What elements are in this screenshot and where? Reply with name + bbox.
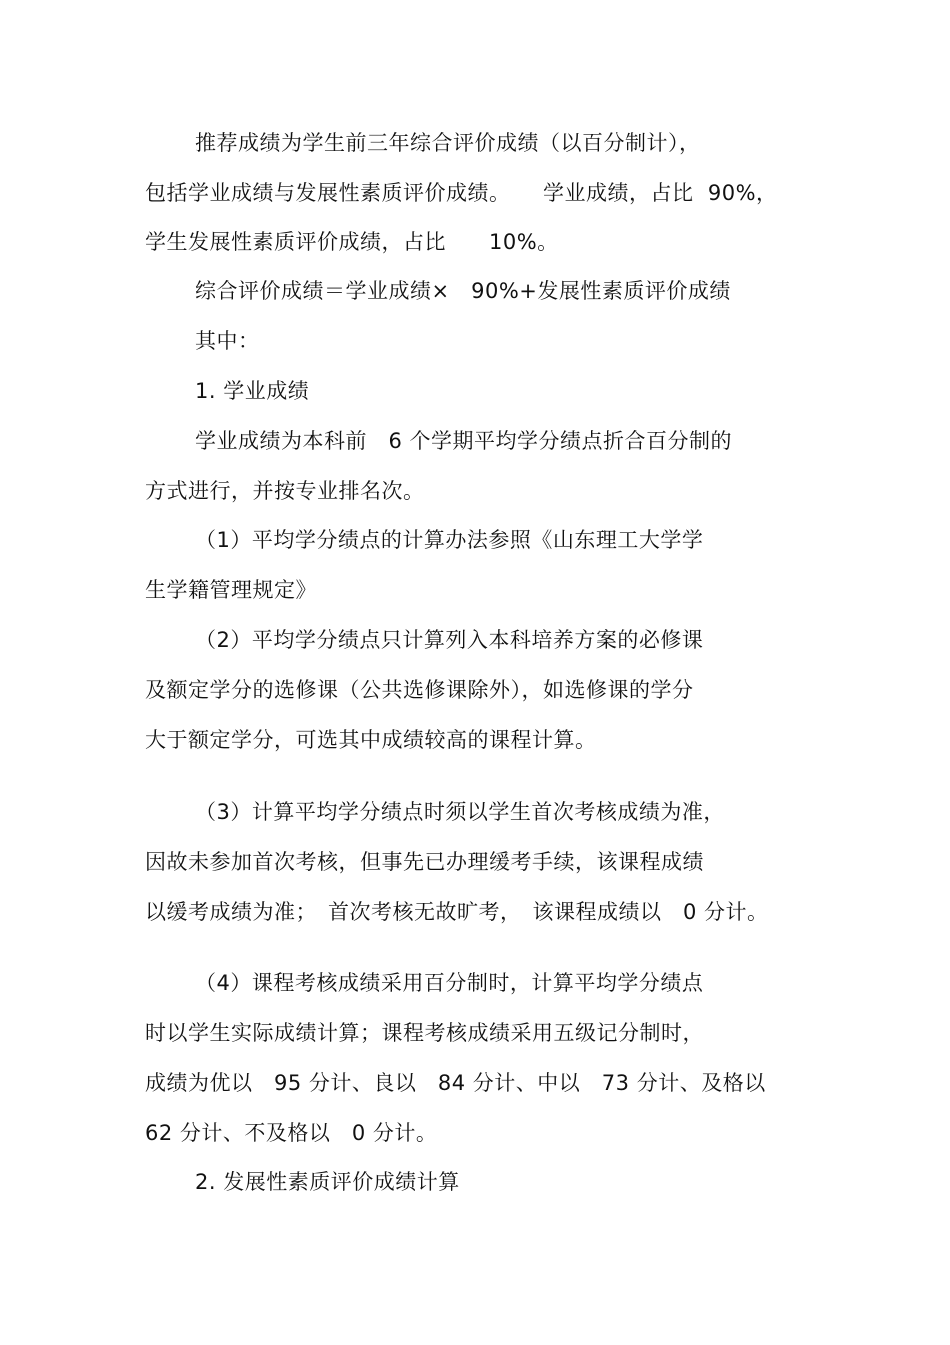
list-item-line: 及额定学分的选修课（公共选修课除外），如选修课的学分	[145, 678, 694, 702]
list-item-line: 大于额定学分，可选其中成绩较高的课程计算。	[145, 728, 597, 752]
list-item-line: 以缓考成绩为准； 首次考核无故旷考， 该课程成绩以 0 分计。	[145, 900, 769, 924]
list-item-line: 62 分计、不及格以 0 分计。	[145, 1121, 438, 1145]
paragraph-line: 学业成绩为本科前 6 个学期平均学分绩点折合百分制的	[195, 429, 733, 453]
list-item-line: 成绩为优以 95 分计、良以 84 分计、中以 73 分计、及格以	[145, 1071, 766, 1095]
section-heading: 2. 发展性素质评价成绩计算	[195, 1170, 460, 1194]
list-item-line: （3）计算平均学分绩点时须以学生首次考核成绩为准，	[195, 800, 725, 824]
list-item-line: （1）平均学分绩点的计算办法参照《山东理工大学学	[195, 528, 704, 552]
formula-line: 综合评价成绩＝学业成绩× 90%+发展性素质评价成绩	[195, 279, 731, 303]
list-item-line: 因故未参加首次考核，但事先已办理缓考手续，该课程成绩	[145, 850, 704, 874]
paragraph-line: 推荐成绩为学生前三年综合评价成绩（以百分制计），	[195, 131, 701, 155]
list-item-line: 生学籍管理规定》	[145, 578, 317, 602]
list-item-line: （4）课程考核成绩采用百分制时，计算平均学分绩点	[195, 971, 704, 995]
paragraph-line: 方式进行，并按专业排名次。	[145, 479, 425, 503]
list-item-line: （2）平均学分绩点只计算列入本科培养方案的必修课	[195, 628, 704, 652]
list-item-line: 时以学生实际成绩计算；课程考核成绩采用五级记分制时，	[145, 1021, 704, 1045]
section-heading: 1. 学业成绩	[195, 379, 310, 403]
paragraph-line: 学生发展性素质评价成绩，占比 10%。	[145, 230, 559, 254]
paragraph-line: 包括学业成绩与发展性素质评价成绩。 学业成绩，占比 90%，	[145, 181, 778, 205]
paragraph-line: 其中：	[195, 329, 260, 353]
